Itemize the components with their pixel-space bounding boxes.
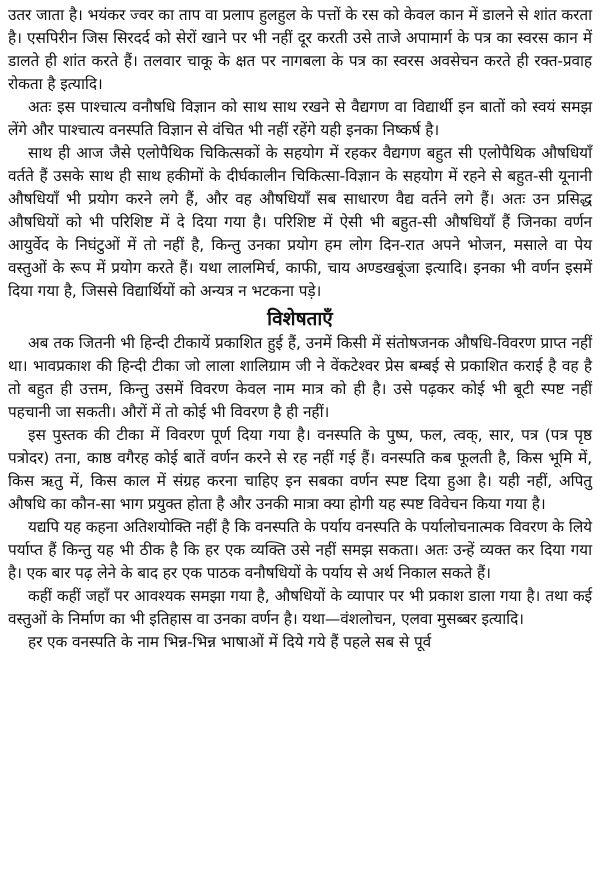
paragraph-conclusion: अतः इस पाश्चात्य वनौषधि विज्ञान को साथ साथ रखने से वैद्यगण वा विद्यार्थी इन बातों को स्वयं समझ लेंगे और पाश्चात्य वनस्पति विज्ञान से वंचित भी नहीं रहेंगे यही इनका निष्कर्ष है।: [8, 98, 592, 139]
paragraph-prior-commentaries: अब तक जितनी भी हिन्दी टीकायें प्रकाशित हुई हैं, उनमें किसी में संतोषजनक औषधि-विवरण प्राप्त नहीं था। भावप्रकाश की हिन्दी टीका जो लाला शालिग्राम जी ने वेंकटेश्वर प्रेस बम्बई से प्रकाशित कराई है वह है तो बहुत ही उत्तम, किन्तु उसमें विवरण केवल नाम मात्र को ही है। उसे पढ़कर कोई भी बूटी स्पष्ट नहीं पहचानी जा सकती। औरों में तो कोई भी विवरण है ही नहीं।: [8, 334, 592, 421]
paragraph-trade: कहीं कहीं जहाँ पर आवश्यक समझा गया है, औषधियों के व्यापार पर भी प्रकाश डाला गया है। तथा कई वस्तुओं के निर्माण का भी इतिहास वा उनका वर्णन है। यथा—वंशलोचन, एलवा मुसब्बर इत्यादि।: [8, 587, 592, 628]
paragraph-detailed-description: इस पुस्तक की टीका में विवरण पूर्ण दिया गया है। वनस्पति के पुष्प, फल, त्वक्, सार, पत्र (पत्र पृष्ठ पत्रोदर) तना, काष्ठ वगैरह कोई बातें वर्णन करने से रह नहीं गई हैं। वनस्पति कब फूलती है, किस भूमि में, किस ऋतु में, किस काल में संग्रह करना चाहिए इन सबका वर्णन स्पष्ट दिया हुआ है। यही नहीं, अपितु औषधि का कौन-सा भाग प्रयुक्त होता है और उनकी मात्रा क्या होगी यह स्पष्ट विवेचन किया गया है।: [8, 426, 592, 513]
section-heading: विशेषताएँ: [267, 308, 333, 330]
paragraph-names: हर एक वनस्पति के नाम भिन्न-भिन्न भाषाओं में दिये गये हैं पहले सब से पूर्व: [28, 633, 432, 651]
paragraph-intro-continued: उतर जाता है। भयंकर ज्वर का ताप वा प्रलाप हुलहुल के पत्तों के रस को केवल कान में डालने से शांत करता है। एसपिरीन जिस सिरदर्द को सेरों खाने पर भी नहीं दूर करती उसे ताजे अपामार्ग के पत्र का स्वरस कान में डालते ही शांत करते हैं। तलवार चाकू के क्षत पर नागबला के पत्र का स्वरस अवसेचन करते ही रक्त-प्रवाह रोकता है इत्यादि।: [8, 6, 592, 93]
paragraph-synonyms: यद्यपि यह कहना अतिशयोक्ति नहीं है कि वनस्पति के पर्याय वनस्पति के पर्यालोचनात्मक विवरण के लिये पर्याप्त हैं किन्तु यह भी ठीक है कि हर एक व्यक्ति उसे नहीं समझ सकता। अतः उन्हें व्यक्त कर दिया गया है। एक बार पढ़ लेने के बाद हर एक पाठक वनौषधियों के पर्याय से अर्थ निकाल सकते हैं।: [8, 518, 592, 582]
paragraph-appendix: साथ ही आज जैसे एलोपैथिक चिकित्सकों के सहयोग में रहकर वैद्यगण बहुत सी एलोपैथिक औषधियाँ वर्तते हैं उसके साथ ही साथ हकीमों के दीर्घकालीन चिकित्सा-विज्ञान के सहयोग में रहने से बहुत-सी यूनानी औषधियाँ भी प्रयोग करने लगे हैं, और वह औषधियाँ सब साधारण वैद्य वर्तने लगे हैं। अतः उन प्रसिद्ध औषधियों को भी परिशिष्ट में दे दिया गया है। परिशिष्ट में ऐसी भी बहुत-सी औषधियाँ हैं जिनका वर्णन आयुर्वेद के निघंटुओं में तो नहीं है, किन्तु उनका प्रयोग हम लोग दिन-रात अपने भोजन, मसाले वा पेय वस्तुओं के रूप में प्रयोग करते हैं। यथा लालमिर्च, काफी, चाय अण्डखबूंजा इत्यादि। इनका भी वर्णन इसमें दिया गया है, जिससे विद्यार्थियों को अन्यत्र न भटकना पड़े।: [8, 144, 592, 300]
